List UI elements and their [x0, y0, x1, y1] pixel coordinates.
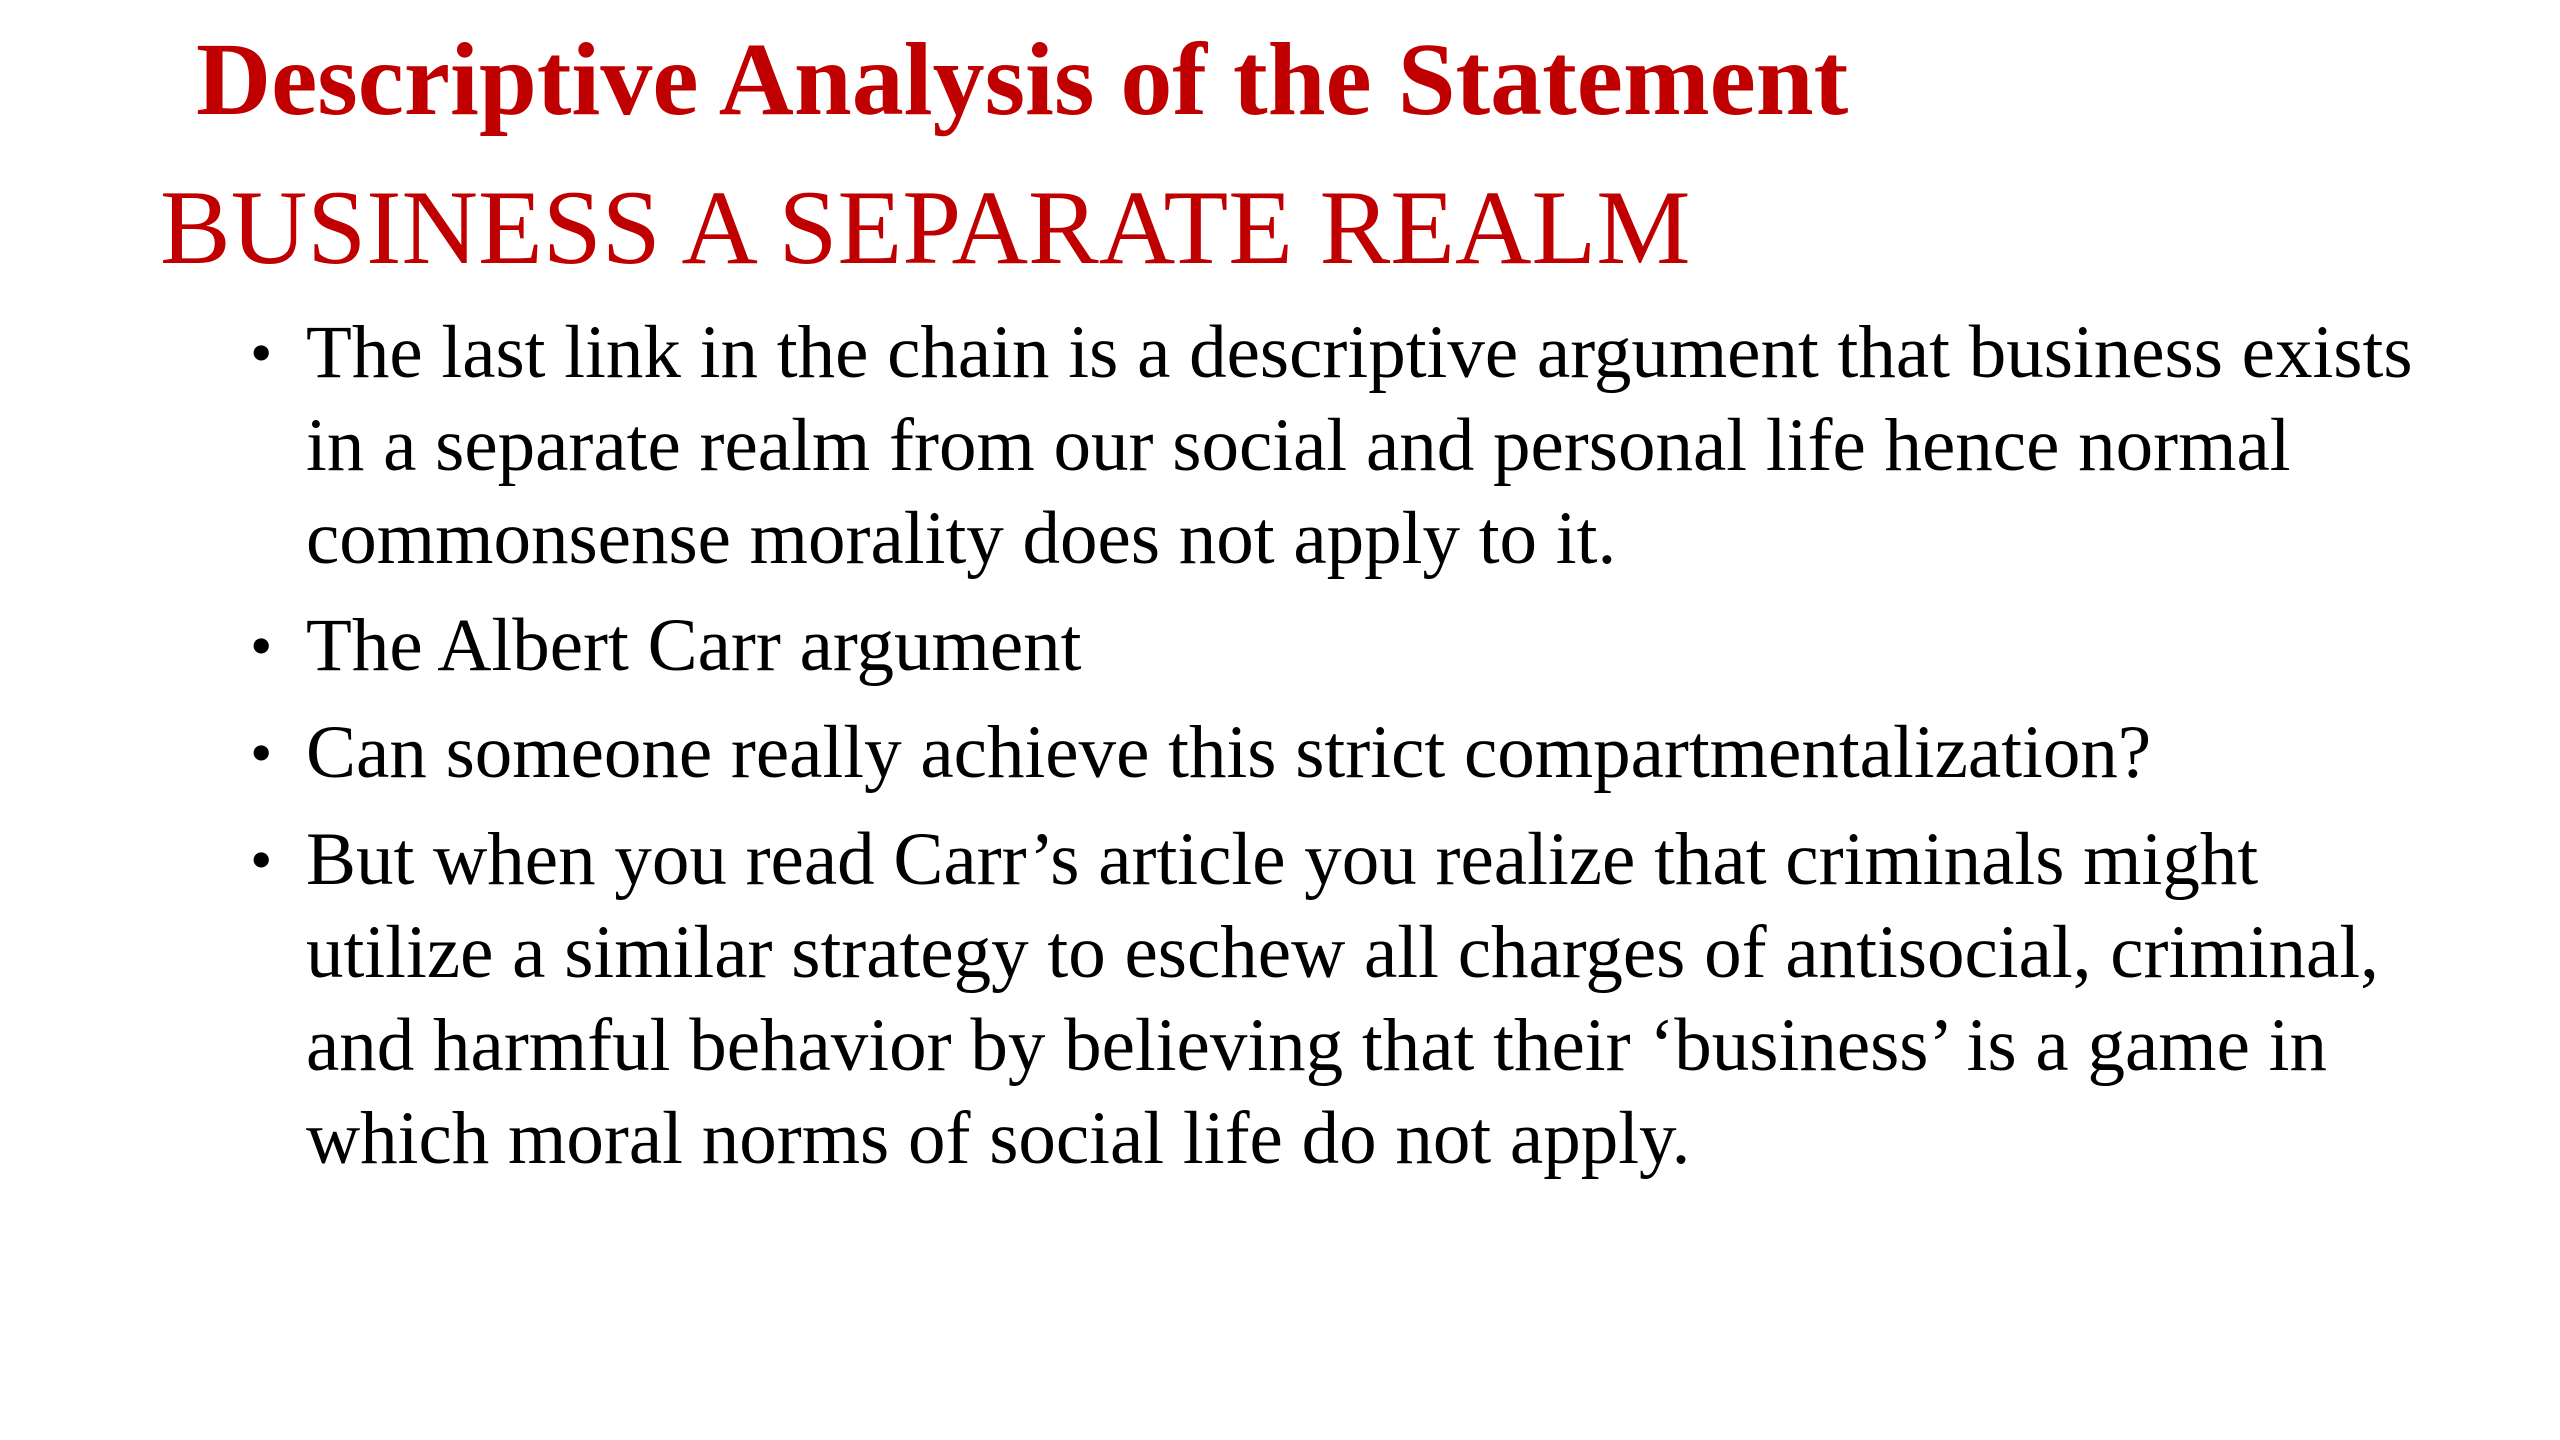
- bullet-icon: •: [250, 824, 273, 895]
- slide-title: Descriptive Analysis of the Statement: [196, 22, 1849, 137]
- bullet-icon: •: [250, 317, 273, 388]
- bullet-text: Can someone really achieve this strict compartmentalization?: [306, 711, 2152, 794]
- bullet-text: The last link in the chain is a descriptive argument that business exists in a separate realm from our social and personal life hence normal commonsense morality does not apply to it.: [306, 311, 2413, 580]
- bullet-text: But when you read Carr’s article you realize that criminals might utilize a similar strategy to eschew all charges of antisocial, criminal, and harmful behavior by believing that their ‘business’ is a game in which moral norms of social life do not apply.: [306, 818, 2379, 1180]
- bullet-item: [248, 306, 2448, 585]
- bullet-item: [248, 813, 2448, 1185]
- bullet-item: [248, 599, 2448, 692]
- bullet-icon: •: [250, 717, 273, 788]
- bullet-icon: •: [250, 610, 273, 681]
- bullet-item: [248, 706, 2448, 799]
- bullet-text: The Albert Carr argument: [306, 604, 1082, 687]
- bullet-list: [248, 306, 2448, 1199]
- slide-subtitle: BUSINESS A SEPARATE REALM: [160, 169, 1691, 286]
